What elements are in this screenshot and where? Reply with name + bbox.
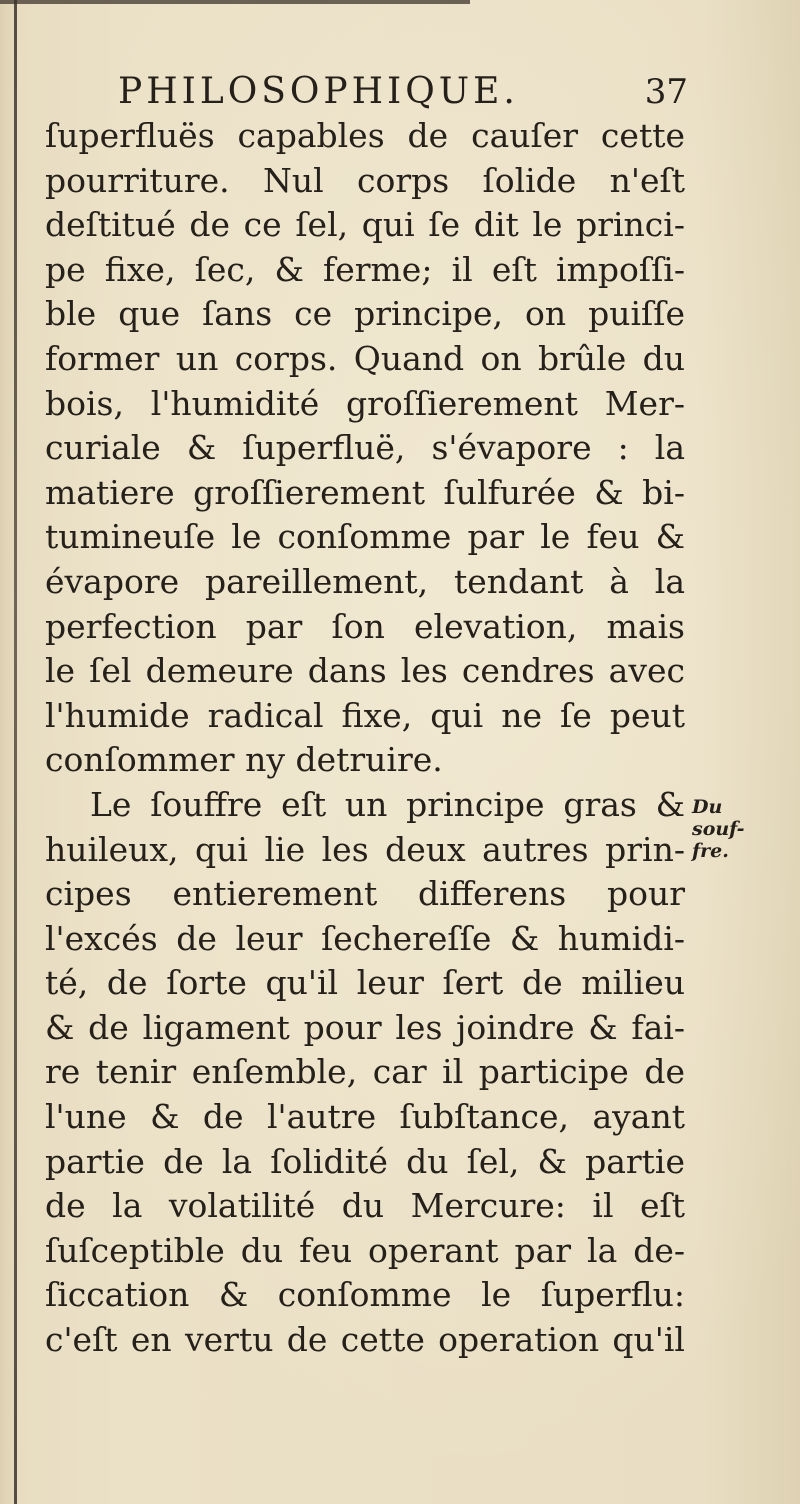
paragraph-1 xyxy=(45,114,685,783)
running-title: PHILOSOPHIQUE. xyxy=(118,71,519,112)
text-line: bois, l'humidité groſſierement Mer- xyxy=(45,383,685,423)
page-spine-edge xyxy=(14,0,17,1504)
text-line: tumineuſe le conſomme par le feu & xyxy=(45,517,685,557)
text-line: curiale & ſuperfluë, s'évapore : la xyxy=(45,428,685,468)
text-line: pe fixe, ſec, & ferme; il eſt impoſſi- xyxy=(45,249,685,289)
text-line: l'excés de leur ſechereſſe & humidi- xyxy=(45,918,685,958)
text-line: ſiccation & conſomme le ſuperflu: xyxy=(45,1275,685,1315)
text-line: té, de ſorte qu'il leur ſert de milieu xyxy=(45,963,685,1003)
text-line: le ſel demeure dans les cendres avec xyxy=(45,651,685,691)
page-edge-top xyxy=(0,0,470,4)
text-line: conſommer ny detruire. xyxy=(45,740,443,780)
text-line: pourriture. Nul corps ſolide n'eſt xyxy=(45,160,685,200)
text-line: partie de la ſolidité du ſel, & partie xyxy=(45,1141,685,1181)
marginal-note xyxy=(692,796,762,862)
text-line: l'humide radical fixe, qui ne ſe peut xyxy=(45,695,685,735)
marginal-note-line: fre. xyxy=(692,840,729,862)
text-line: c'eſt en vertu de cette operation qu'il xyxy=(45,1320,685,1360)
text-line: perfection par ſon elevation, mais xyxy=(45,606,685,646)
text-line: deſtitué de ce ſel, qui ſe dit le princi- xyxy=(45,205,685,245)
text-line: évapore pareillement, tendant à la xyxy=(45,561,685,601)
text-line: ſuſceptible du feu operant par la de- xyxy=(45,1230,685,1270)
text-line: & de ligament pour les joindre & fai- xyxy=(45,1007,685,1047)
page-header xyxy=(118,66,688,118)
text-line: matiere groſſierement ſulfurée & bi- xyxy=(45,472,685,512)
text-line: cipes entierement differens pour xyxy=(45,874,685,914)
paragraph-2 xyxy=(45,783,685,1363)
text-line: former un corps. Quand on brûle du xyxy=(45,338,685,378)
text-line: re tenir enſemble, car il participe de xyxy=(45,1052,685,1092)
marginal-note-line: Du xyxy=(692,796,723,818)
text-line: ſuperfluës capables de cauſer cette xyxy=(45,116,685,155)
text-line: huileux, qui lie les deux autres prin- xyxy=(45,829,685,869)
page-number: 37 xyxy=(644,72,688,112)
text-line: l'une & de l'autre ſubſtance, ayant xyxy=(45,1097,685,1137)
marginal-note-line: souf- xyxy=(692,818,745,840)
text-line: de la volatilité du Mercure: il eſt xyxy=(45,1186,685,1226)
body-text xyxy=(45,114,685,1363)
text-line: ble que ſans ce principe, on puiſſe xyxy=(45,294,685,334)
text-line: Le ſouffre eſt un principe gras & xyxy=(90,784,685,824)
